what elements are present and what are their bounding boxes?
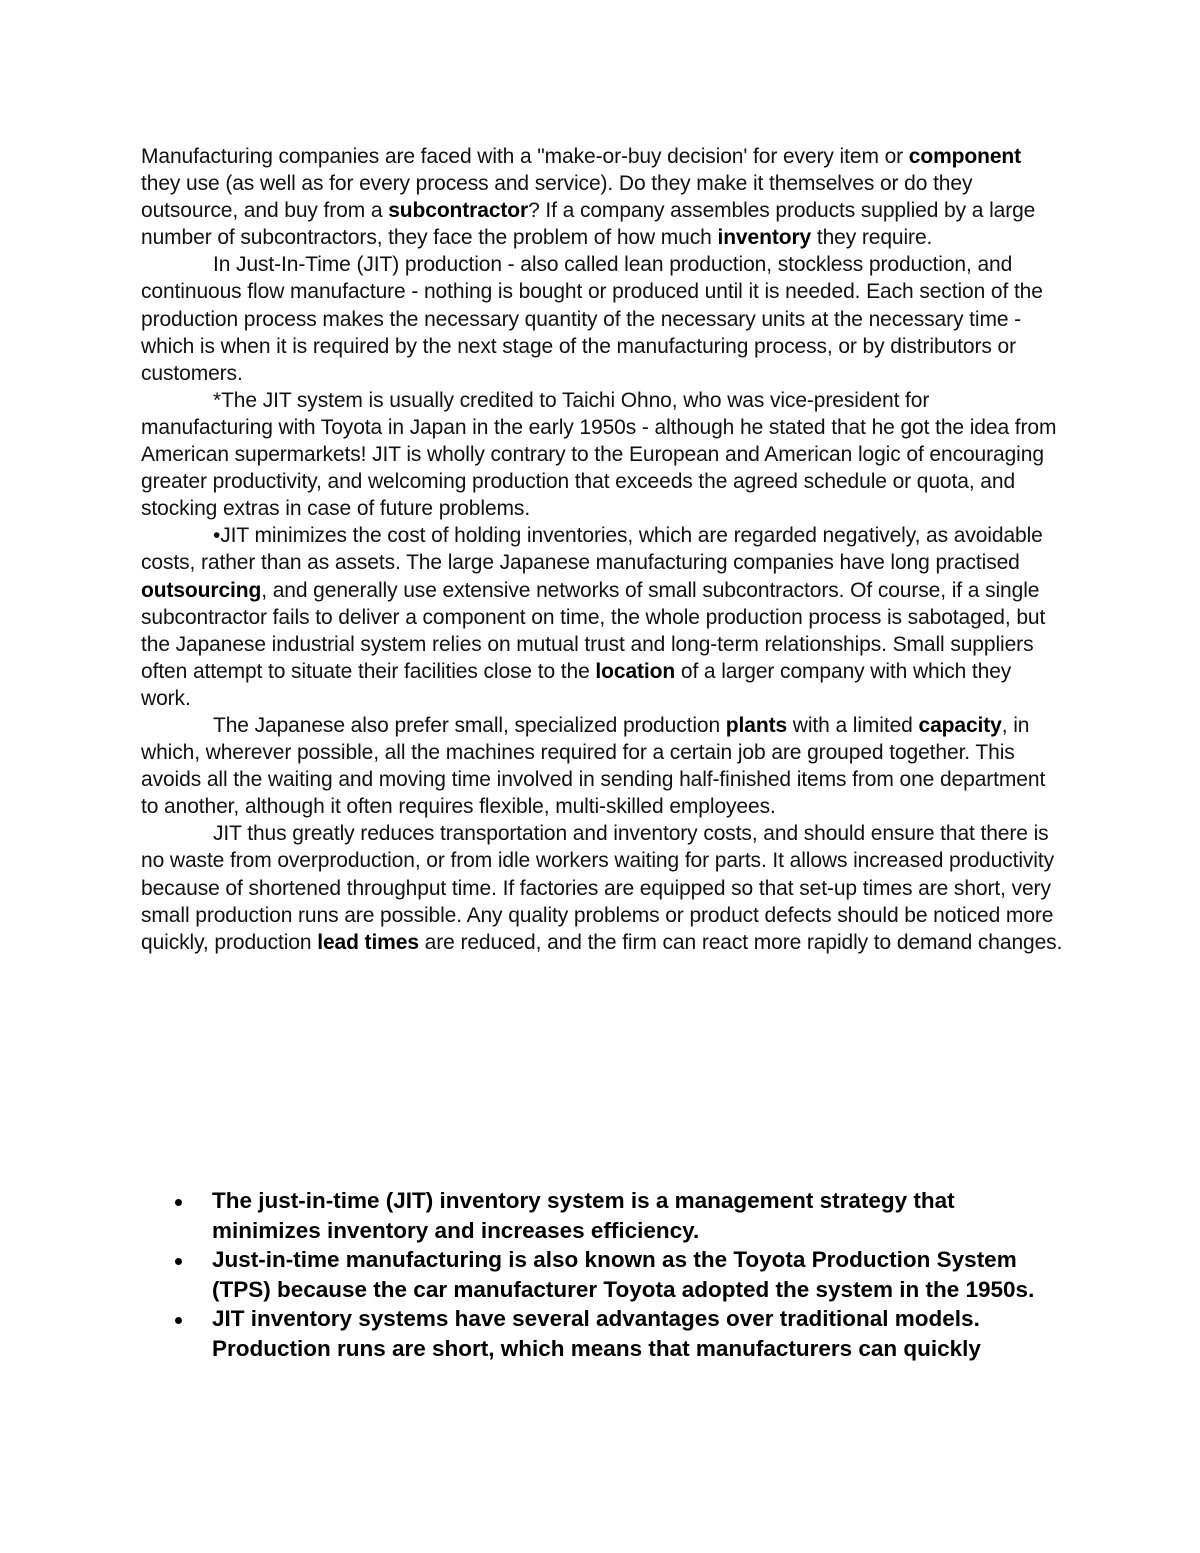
term-outsourcing: outsourcing bbox=[141, 578, 262, 602]
paragraph-jit-definition bbox=[141, 251, 1066, 386]
term-component: component bbox=[908, 145, 1022, 168]
paragraph-text: are reduced, and the firm can react more rapidly to demand changes. bbox=[418, 930, 1063, 954]
paragraph-text: , in which, wherever possible, all the machines required for a certain job are grouped together. This avoids all the waiting and moving time involved in sending half-finished items from one department to another, although it often requires flexible, multi-skilled employees. bbox=[141, 713, 1046, 819]
paragraph-text: In Just-In-Time (JIT) production - also called lean production, stockless production, and continuous flow manufacture - nothing is bought or produced until it is needed. Each section of the production process makes the necessary quantity of the necessary units at the necessary time - which is when it is required by the next stage of the manufacturing process, or by distributors or customers. bbox=[141, 253, 1043, 385]
paragraph-text: , and generally use extensive networks of small subcontractors. Of course, if a single subcontractor fails to deliver a component on time, the whole production process is sabotaged, but the Japanese industrial system relies on mutual trust and long-term relationships. Small suppliers often attempt to situate their facilities close to the bbox=[141, 578, 1046, 683]
paragraph-jit-costs bbox=[141, 522, 1066, 712]
paragraph-text: •JIT minimizes the cost of holding inventories, which are regarded negatively, as avoidable costs, rather than as assets. The large Japanese manufacturing companies have long practised bbox=[141, 524, 1043, 575]
paragraph-text: JIT thus greatly reduces transportation and inventory costs, and should ensure that there is no waste from overproduction, or from idle workers waiting for parts. It allows increased productivity because of shortened throughput time. If factories are equipped so that set-up times are short, very small production runs are possible. Any quality problems or product defects should be noticed more quickly, production bbox=[141, 822, 1055, 954]
paragraph-text: of a larger company with which they work. bbox=[141, 659, 1012, 710]
bullet-item bbox=[141, 1245, 1066, 1304]
term-lead-times: lead times bbox=[317, 930, 419, 954]
summary-bullet-list bbox=[141, 1186, 1066, 1363]
paragraph-jit-benefits bbox=[141, 820, 1066, 955]
paragraph-text: they require. bbox=[811, 226, 933, 250]
bullet-text: Just-in-time manufacturing is also known as the Toyota Production System (TPS) because the car manufacturer Toyota adopted the system in the 1950s. bbox=[212, 1247, 1035, 1302]
paragraph-small-plants bbox=[141, 712, 1066, 820]
term-location: location bbox=[595, 659, 676, 683]
term-plants: plants bbox=[725, 713, 788, 737]
paragraph-make-or-buy bbox=[141, 143, 1066, 251]
term-inventory: inventory bbox=[717, 226, 812, 250]
bullet-item bbox=[141, 1186, 1066, 1245]
term-capacity: capacity bbox=[918, 713, 1002, 737]
bullet-item bbox=[141, 1304, 1066, 1363]
paragraph-text: they use (as well as for every process and service). Do they make it themselves or do they outsource, and buy from a bbox=[141, 172, 973, 223]
bullet-dot-icon bbox=[175, 1199, 182, 1206]
bullet-text: The just-in-time (JIT) inventory system is a management strategy that minimizes inventory and increases efficiency. bbox=[212, 1188, 955, 1243]
paragraph-text: Manufacturing companies are faced with a "make-or-buy decision' for every item or bbox=[141, 145, 909, 168]
paragraph-text: ? If a company assembles products supplied by a large number of subcontractors, they face the problem of how much bbox=[141, 199, 1036, 250]
paragraph-text: *The JIT system is usually credited to Taichi Ohno, who was vice-president for manufacturing with Toyota in Japan in the early 1950s - although he stated that he got the idea from American supermarkets! JIT is wholly contrary to the European and American logic of encouraging greater productivity, and welcoming production that exceeds the agreed schedule or quota, and stocking extras in case of future problems. bbox=[141, 388, 1057, 521]
paragraph-text: with a limited bbox=[787, 713, 919, 737]
bullet-dot-icon bbox=[175, 1258, 182, 1265]
term-subcontractor: subcontractor bbox=[388, 199, 529, 223]
bullet-text: JIT inventory systems have several advantages over traditional models. Production runs are short, which means that manufacturers can quickly bbox=[212, 1306, 981, 1361]
paragraph-jit-history bbox=[141, 387, 1066, 522]
paragraph-text: The Japanese also prefer small, specialized production bbox=[213, 713, 726, 737]
bullet-dot-icon bbox=[175, 1317, 182, 1324]
document-body bbox=[141, 143, 1066, 956]
